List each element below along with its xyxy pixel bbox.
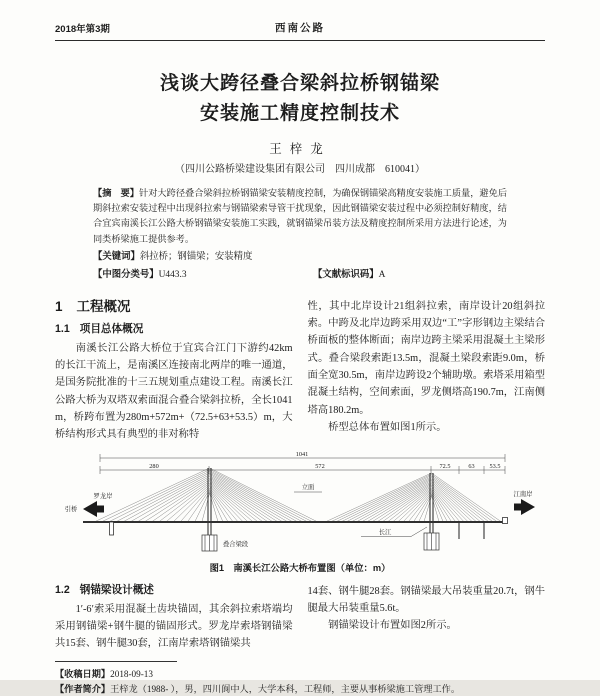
paper-title (55, 69, 545, 129)
dim-total-label: 1041 (295, 450, 309, 458)
keywords-text: 斜拉桥；钢锚梁；安装精度 (139, 251, 253, 262)
left-tower-main-cables (210, 468, 318, 522)
classification-line (93, 266, 507, 283)
river-label: 长江 (378, 528, 392, 536)
right-bank-label: 江南岸 (513, 490, 533, 498)
elevation-label: 立面 (301, 483, 315, 491)
dim-span1-label: 280 (149, 462, 159, 470)
dim-span2-label: 572 (315, 462, 325, 470)
girder-segment-label: 叠合梁段 (223, 540, 249, 548)
left-bank-label: 罗龙岸 (93, 492, 113, 500)
page-header (55, 20, 545, 41)
keywords-line (93, 248, 507, 265)
abstract-label: 【摘 要】 (93, 188, 140, 198)
affiliation: （四川公路桥梁建设集团有限公司 四川成都 610041） (175, 164, 425, 175)
left-column-bottom (55, 583, 293, 653)
paragraph-anchor-design-left: 1′-6′索采用混凝土齿块锚固，其余斜拉索塔端均采用钢锚梁+钢牛腿的锚固形式。罗龙岸索塔钢锚梁共15套、钢牛腿30套，江南岸索塔钢锚梁共 (55, 603, 293, 650)
section-1-2-heading: 1.2 钢锚梁设计概述 (55, 583, 154, 596)
page-footnote (55, 661, 545, 696)
left-approach-pier (110, 522, 114, 535)
right-bank-arrow-icon (514, 499, 535, 515)
keywords-label: 【关键词】 (93, 249, 140, 261)
right-tower-side-cables (432, 473, 502, 522)
paragraph-anchor-design-right: 14套、钢牛腿28套。钢锚梁最大吊装重量20.7t，钢牛腿最大吊装重量5.6t。 (307, 585, 545, 614)
journal-name: 西南公路 (275, 22, 325, 34)
abstract-text: 针对大跨径叠合梁斜拉桥钢锚梁安装精度控制，为确保钢锚梁高精度安装施工质量，避免后期斜拉索安装过程中出现斜拉索与钢锚梁索导管干扰现象，因此钢锚梁安装过程中必须控制好精度，结合宜宾南溪长江公路大桥钢锚梁安装施工实践，就钢锚梁吊装方法及精度控制所采用方法进行论述，为同类桥梁施工提供参考。 (93, 188, 508, 244)
paper-title-line1: 浅谈大跨径叠合梁斜拉桥钢锚梁 (159, 73, 440, 94)
section-1-1-heading: 1.1 项目总体概况 (55, 322, 144, 335)
right-column (308, 298, 546, 444)
left-column (55, 298, 293, 444)
dim-span3-label: 72.5 (439, 462, 451, 470)
paragraph-figure-ref: 桥型总体布置如图1所示。 (328, 421, 447, 433)
body-columns-top (55, 298, 545, 444)
river-leader-line (361, 527, 427, 537)
abstract (93, 186, 507, 247)
approach-label: 引桥 (64, 505, 78, 513)
right-column-bottom (308, 583, 546, 653)
paragraph-overview-left: 南溪长江公路大桥位于宜宾合江门下游约42km的长江干流上，是南溪区连接南北两岸的唯一通道，是国务院批准的十三五规划重点建设工程。南溪长江公路大桥为双塔双索面混合叠合梁斜拉桥，全长1041m，桥跨布置为280m+572m+（72.5+63+53.5）m，大桥结构形式具有典型的非对称特 (55, 342, 293, 441)
document-code: 【文献标识码】A (313, 267, 386, 280)
paragraph-figure-2-ref: 钢锚梁设计布置如图2所示。 (328, 620, 457, 632)
dim-span4-label: 63 (468, 462, 475, 470)
footnote-rule (55, 661, 177, 662)
paragraph-overview-right: 性，其中北岸设计21组斜拉索，南岸设计20组斜拉索。中跨及北岸边跨采用双边“工”字形钢边主梁结合桥面板的整体断面；南岸边跨主梁采用混凝土主梁形式。叠合梁段索距13.5m，混凝土梁段索距9.0m，桥面全宽30.5m，南岸边跨设2个辅助墩。索塔采用箱型混凝土结构，空间索面，罗龙侧塔高190.7m，江南侧塔高180.2m。 (307, 300, 545, 416)
received-date-line: 【收稿日期】2018-09-13 (55, 669, 153, 680)
left-bank-arrow-icon (83, 501, 104, 517)
paper-title-line2: 安装施工精度控制技术 (199, 103, 400, 124)
right-abutment (503, 517, 508, 523)
author-name: 王梓龙 (269, 142, 331, 156)
author-bio-line: 【作者简介】王梓龙（1988- ），男，四川阆中人，大学本科，工程师，主要从事桥梁施工管理工作。 (55, 683, 461, 694)
section-1-heading: 1 工程概况 (55, 298, 131, 314)
figure-1 (55, 449, 545, 574)
bridge-elevation-figure (55, 449, 545, 557)
right-tower-main-cables (326, 473, 432, 522)
clc-number: 【中图分类号】U443.3 (93, 267, 187, 280)
figure-1-caption: 图1 南溪长江公路大桥布置图（单位：m） (209, 562, 391, 573)
issue-label: 2018年第3期 (55, 24, 110, 35)
dim-span5-label: 53.5 (489, 462, 501, 470)
body-columns-bottom (55, 583, 545, 653)
